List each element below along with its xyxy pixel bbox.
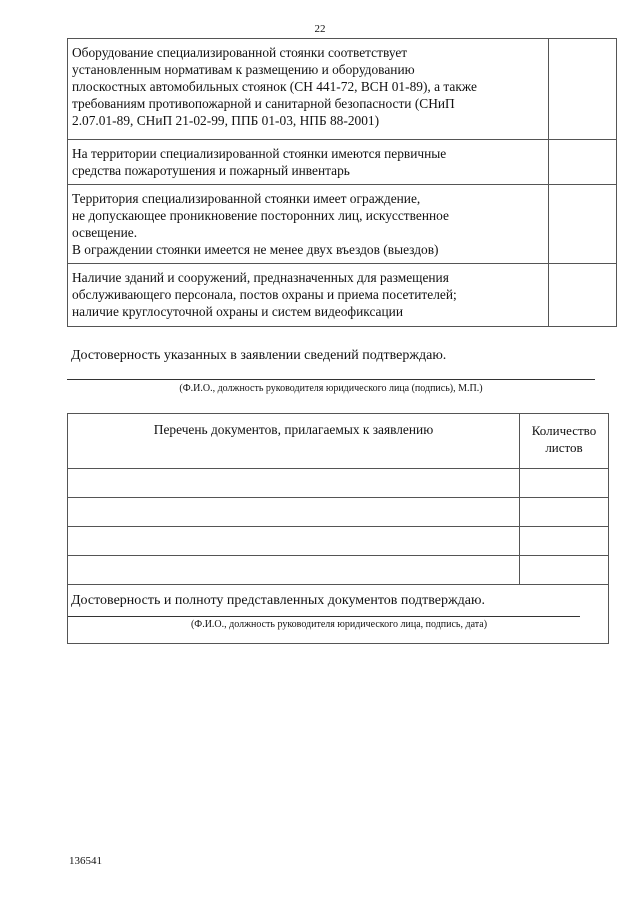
- table-row: [68, 527, 609, 556]
- documents-confirmation-text: Достоверность и полноту представленных документов подтверждаю.: [71, 593, 485, 608]
- page-number: 22: [314, 23, 326, 35]
- signature-line[interactable]: [67, 379, 595, 380]
- requirements-table: [67, 38, 617, 327]
- sheet-count-header: Количество листов: [520, 414, 609, 469]
- requirement-text: Оборудование специализированной стоянки соответствует установленным нормативам к размещению и оборудованию плоскостных автомобильных стоянок (СН 441-72, ВСН 01-89), а также требованиям противопожарной и санитарной безопасности (СНиП 2.07.01-89, СНиП 21-02-99, ППБ 01-03, НПБ 88-2001): [68, 39, 549, 140]
- sheet-count-cell[interactable]: [520, 469, 609, 498]
- documents-table: [67, 413, 609, 644]
- requirement-mark-cell[interactable]: [548, 264, 616, 327]
- requirement-text: На территории специализированной стоянки имеются первичные средства пожаротушения и пожарный инвентарь: [68, 140, 549, 185]
- table-row: [68, 498, 609, 527]
- signature-line[interactable]: [68, 616, 580, 617]
- table-row: [68, 140, 617, 185]
- table-row: [68, 556, 609, 585]
- document-name-cell[interactable]: [68, 556, 520, 585]
- table-header-row: [68, 414, 609, 469]
- table-row: [68, 469, 609, 498]
- requirement-mark-cell[interactable]: [548, 39, 616, 140]
- requirement-mark-cell[interactable]: [548, 140, 616, 185]
- confirmation-text: Достоверность указанных в заявлении сведений подтверждаю.: [71, 348, 447, 363]
- sheet-count-cell[interactable]: [520, 556, 609, 585]
- table-footer-row: [68, 585, 609, 644]
- document-name-cell[interactable]: [68, 527, 520, 556]
- table-row: [68, 185, 617, 264]
- sheet-count-cell[interactable]: [520, 527, 609, 556]
- table-row: [68, 39, 617, 140]
- table-row: [68, 264, 617, 327]
- document-name-cell[interactable]: [68, 469, 520, 498]
- signature-caption: (Ф.И.О., должность руководителя юридического лица (подпись), М.П.): [179, 383, 483, 394]
- signature-caption: (Ф.И.О., должность руководителя юридического лица, подпись, дата): [190, 619, 488, 630]
- documents-list-header: Перечень документов, прилагаемых к заявлению: [68, 414, 520, 469]
- requirement-mark-cell[interactable]: [548, 185, 616, 264]
- requirement-text: Наличие зданий и сооружений, предназначенных для размещения обслуживающего персонала, постов охраны и приема посетителей; наличие круглосуточной охраны и систем видеофиксации: [68, 264, 549, 327]
- requirement-text: Территория специализированной стоянки имеет ограждение, не допускающее проникновение посторонних лиц, искусственное освещение. В ограждении стоянки имеется не менее двух въездов (выездов): [68, 185, 549, 264]
- document-name-cell[interactable]: [68, 498, 520, 527]
- documents-confirmation-cell: [68, 585, 609, 644]
- document-id: 136541: [69, 855, 102, 867]
- sheet-count-cell[interactable]: [520, 498, 609, 527]
